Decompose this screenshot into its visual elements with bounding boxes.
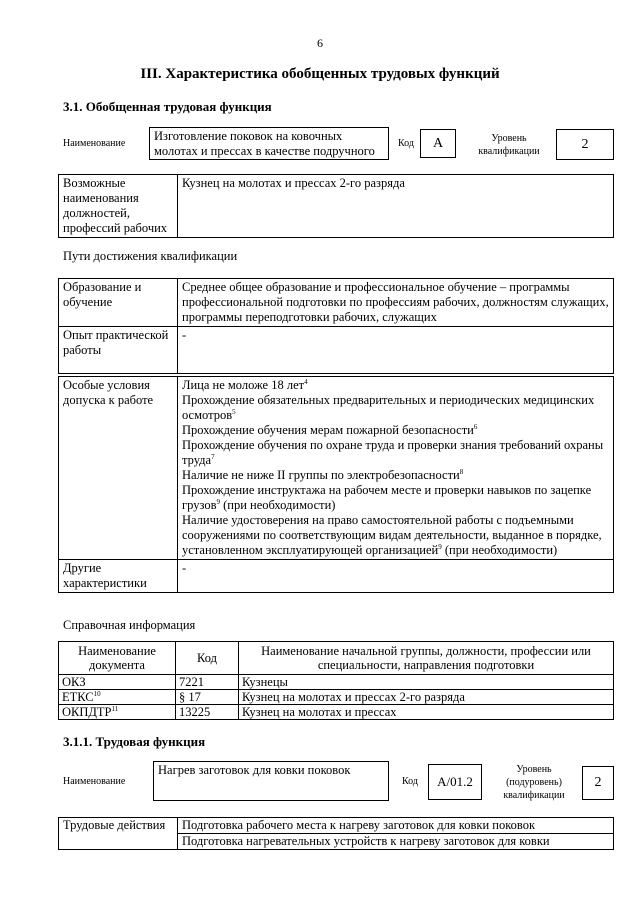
reference-header-doc: Наименование документа [59,642,176,675]
reference-header-code: Код [176,642,239,675]
name-value: Изготовление поковок на ковочных молотах и прессах в качестве подручного [149,127,389,160]
positions-table [58,174,614,238]
lf-name-label: Наименование [63,776,126,787]
condition-item: Прохождение обязательных предварительных и периодических медицинских осмотров$^5$ [182,393,595,422]
level-label: Уровень квалификации [478,133,540,157]
condition-item: Прохождение обучения мерам пожарной безопасности$^6$ [182,422,478,437]
reference-table [58,641,614,720]
name-label: Наименование [63,138,126,149]
lf-level-label: Уровень (подуровень) квалификации [503,764,565,801]
code-label: Код [398,138,414,149]
condition-item: Прохождение инструктажа на рабочем месте и проверки навыков по зацепке грузов$^9$ (при необходимости) [182,483,592,512]
education-value: Среднее общее образование и профессиональное обучение – программы профессиональной подготовки по профессиям рабочих, должностям служащих, программы переподготовки рабочих, служащих [178,279,614,327]
lf-code-value: А/01.2 [428,764,482,800]
other-value: - [178,560,614,593]
lf-code-label: Код [402,776,418,787]
section-title: III. Характеристика обобщенных трудовых функций [140,66,500,82]
education-label: Образование и обучение [59,279,178,327]
generalized-function-heading: 3.1. Обобщенная трудовая функция [63,99,272,114]
reference-title: Справочная информация [63,618,196,632]
labor-function-heading: 3.1.1. Трудовая функция [63,734,206,749]
experience-label: Опыт практической работы [59,327,178,374]
actions-label: Трудовые действия [59,818,178,850]
paths-title: Пути достижения квалификации [63,249,238,263]
experience-value: - [178,327,614,374]
condition-item: Прохождение обучения по охране труда и проверки знания требований охраны труда$^7$ [182,438,604,467]
condition-item: Наличие не ниже II группы по электробезопасности$^8$ [182,467,464,482]
conditions-table [58,376,614,593]
page-number: 6 [317,36,323,50]
level-value: 2 [556,129,614,160]
lf-name-value: Нагрев заготовок для ковки поковок [153,761,389,801]
action-item: Подготовка нагревательных устройств к нагреву заготовок для ковки [178,834,614,850]
table-row: ЕТКС$^{10}$ § 17 Кузнец на молотах и прессах 2-го разряда [59,690,614,705]
table-row: ОКПДТР$^{11}$ 13225 Кузнец на молотах и прессах [59,705,614,720]
condition-item: Наличие удостоверения на право самостоятельной работы с подъемными сооружениями по соответствующим видам деятельности, выданное в порядке, установленном эксплуатирующей организацией$^9$ (при необходимости) [182,513,602,557]
action-item: Подготовка рабочего места к нагреву заготовок для ковки поковок [178,818,614,834]
reference-header-name: Наименование начальной группы, должности, профессии или специальности, направления подготовки [239,642,614,675]
conditions-label: Особые условия допуска к работе [59,377,178,560]
other-label: Другие характеристики [59,560,178,593]
code-value: А [420,129,456,158]
education-table [58,278,614,374]
conditions-list [178,377,614,560]
condition-item: Лица не моложе 18 лет$^4$ [182,377,308,392]
actions-table [58,817,614,850]
positions-label: Возможные наименования должностей, профессий рабочих [59,175,178,238]
table-row: ОКЗ 7221 Кузнецы [59,675,614,690]
lf-level-value: 2 [582,766,614,800]
positions-value: Кузнец на молотах и прессах 2-го разряда [178,175,614,238]
